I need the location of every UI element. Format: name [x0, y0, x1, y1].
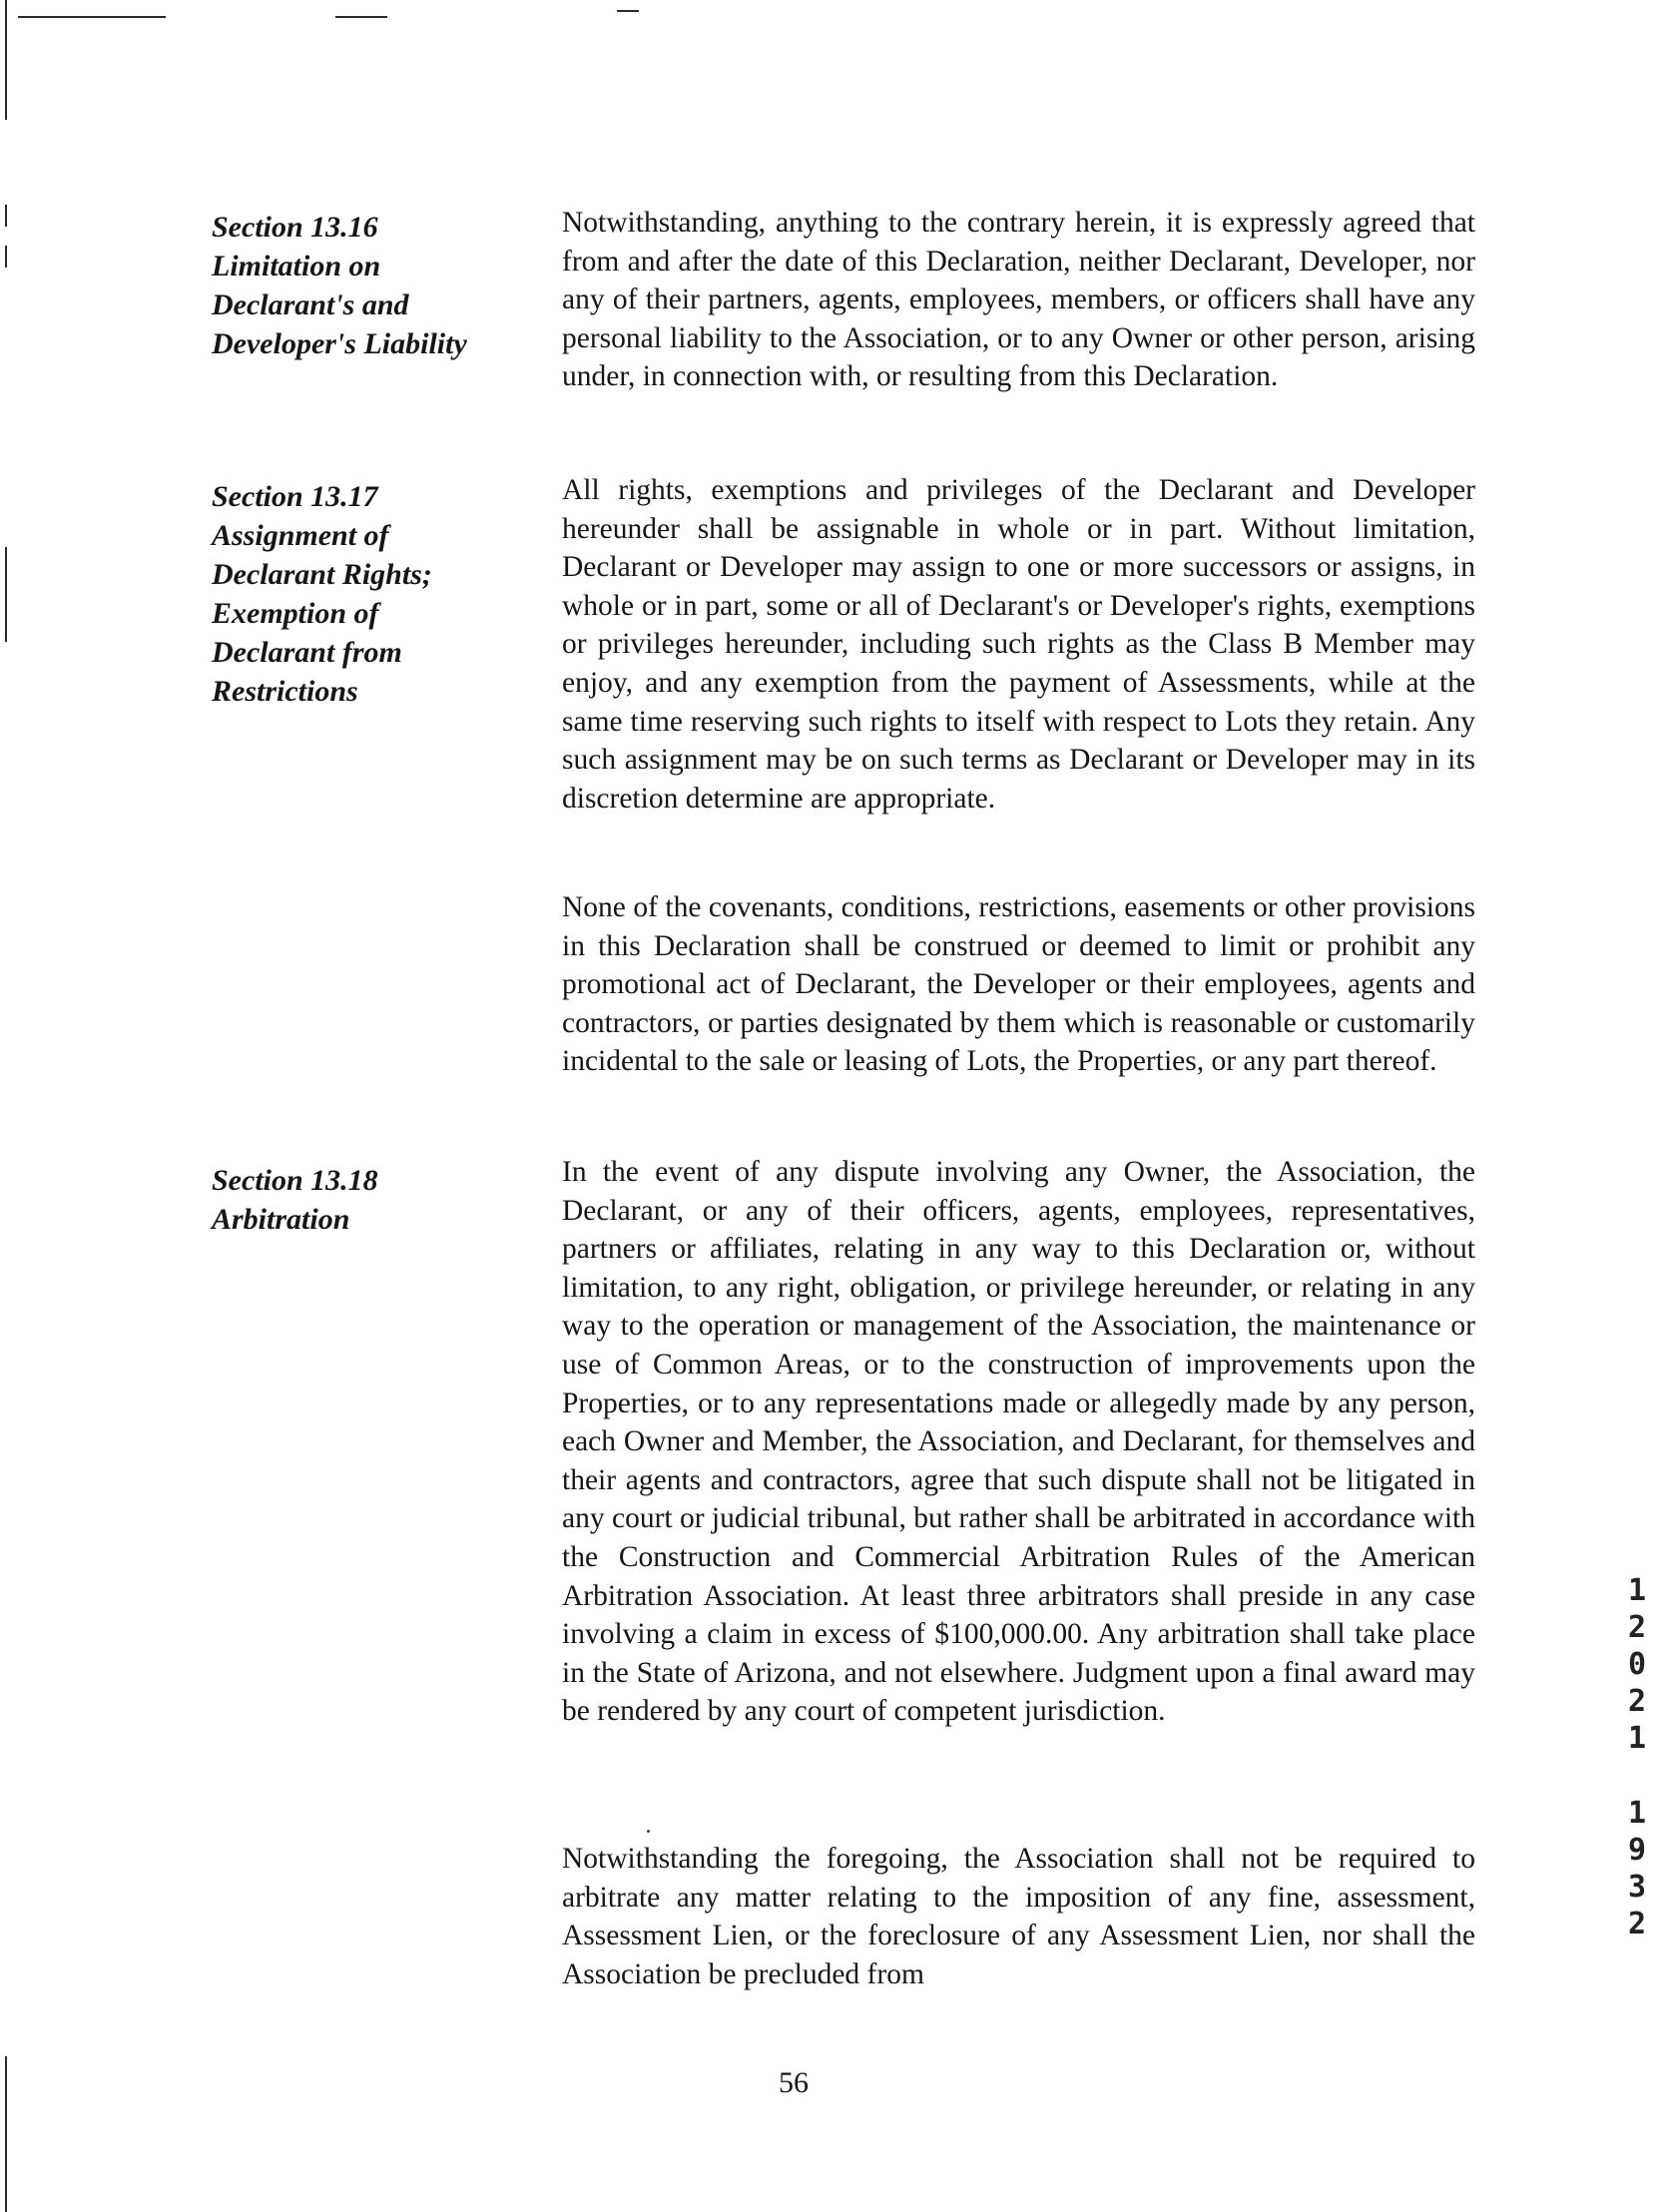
- section-heading-line: Arbitration: [212, 1203, 350, 1236]
- stamp-digit: 2: [1627, 1684, 1647, 1719]
- scan-artifact-top-line: [18, 16, 166, 18]
- stamp-digit: 1: [1627, 1721, 1647, 1756]
- section-heading-line: Declarant Rights;: [212, 558, 432, 591]
- section-heading-line: Section 13.16: [212, 211, 378, 244]
- stamp-gap: [1622, 1757, 1652, 1795]
- section-heading-line: Section 13.18: [212, 1164, 378, 1197]
- scan-artifact-top-dash: [335, 16, 387, 18]
- section-heading-line: Assignment of: [212, 519, 389, 552]
- scan-speck: [647, 1830, 650, 1833]
- scan-artifact-left-edge: [5, 246, 7, 268]
- section-body-continued: [562, 888, 1475, 1081]
- scan-artifact-left-edge: [5, 547, 7, 642]
- page-number: 56: [779, 2066, 809, 2099]
- paragraph: Notwithstanding, anything to the contrary herein, it is expressly agreed that from and after the date of this Declaration, neither Declarant, Developer, nor any of their partners, agents, employees, members, or officers shall have any personal liability to the Association, or to any Owner or other person, arising under, in connection with, or resulting from this Declaration.: [562, 207, 1475, 393]
- stamp-digit: 1: [1627, 1796, 1647, 1831]
- paragraph: All rights, exemptions and privileges of the Declarant and Developer hereunder shall be assignable in whole or in part. Without limitation, Declarant or Developer may assign to one or more successors or assigns, in whole or in part, some or all of Declarant's or Developer's rights, exemptions or privileges hereunder, including such rights as the Class B Member may enjoy, and any exemption from the payment of Assessments, while at the same time reserving such rights to itself with respect to Lots they retain. Any such assignment may be on such terms as Declarant or Developer may in its discretion determine are appropriate.: [562, 474, 1475, 815]
- section-heading-line: Restrictions: [212, 675, 358, 708]
- section-heading-line: Section 13.17: [212, 480, 378, 513]
- stamp-digit: 1: [1627, 1573, 1647, 1608]
- stamp-digit: 2: [1627, 1907, 1647, 1941]
- scan-artifact-left-edge: [5, 205, 7, 227]
- section-heading-line: Exemption of: [212, 597, 379, 630]
- stamp-digit: 0: [1627, 1647, 1647, 1682]
- section-body: [562, 204, 1475, 396]
- paragraph: In the event of any dispute involving any Owner, the Association, the Declarant, or any of their officers, agents, employees, representatives, partners or affiliates, relating in any way to this Declaration or, without limitation, to any right, obligation, or privilege hereunder, or relating in any way to the operation or management of the Association, the maintenance or use of Common Areas, or to the construction of improvements upon the Properties, or to any representations made or allegedly made by any person, each Owner and Member, the Association, and Declarant, for themselves and their agents and contractors, agree that such dispute shall not be litigated in any court or judicial tribunal, but rather shall be arbitrated in accordance with the Construction and Commercial Arbitration Rules of the American Arbitration Association. At least three arbitrators shall preside in any case involving a claim in excess of $100,000.00. Any arbitration shall take place in the State of Arizona, and not elsewhere. Judgment upon a final award may be rendered by any court of competent jurisdiction.: [562, 1156, 1475, 1728]
- paragraph: Notwithstanding the foregoing, the Association shall not be required to arbitrate any matter relating to the imposition of any fine, assessment, Assessment Lien, or the foreclosure of any Assessment Lien, nor shall the Association be precluded from: [562, 1843, 1475, 1990]
- stamp-digit: 3: [1627, 1870, 1647, 1905]
- stamp-digit: 2: [1627, 1610, 1647, 1645]
- section-body: [562, 1153, 1475, 1731]
- section-heading-line: Limitation on: [212, 250, 381, 282]
- section-heading: [212, 208, 541, 363]
- section-heading-line: Declarant from: [212, 636, 402, 669]
- section-heading: [212, 477, 541, 711]
- section-heading-line: Declarant's and: [212, 288, 409, 321]
- section-heading: [212, 1161, 541, 1239]
- section-body: [562, 471, 1475, 818]
- paragraph: None of the covenants, conditions, restrictions, easements or other provisions in this Declaration shall be construed or deemed to limit or prohibit any promotional act of Declarant, the Developer or their employees, agents and contractors, or parties designated by them which is reasonable or customarily incidental to the sale or leasing of Lots, the Properties, or any part thereof.: [562, 891, 1475, 1078]
- scan-artifact-left-edge: [5, 0, 7, 120]
- section-body-continued: [562, 1840, 1475, 1993]
- stamp-digit: 9: [1627, 1833, 1647, 1868]
- scan-artifact-top-dash: [617, 10, 639, 12]
- section-heading-line: Developer's Liability: [212, 327, 467, 360]
- recording-number-stamp: [1622, 1572, 1652, 1942]
